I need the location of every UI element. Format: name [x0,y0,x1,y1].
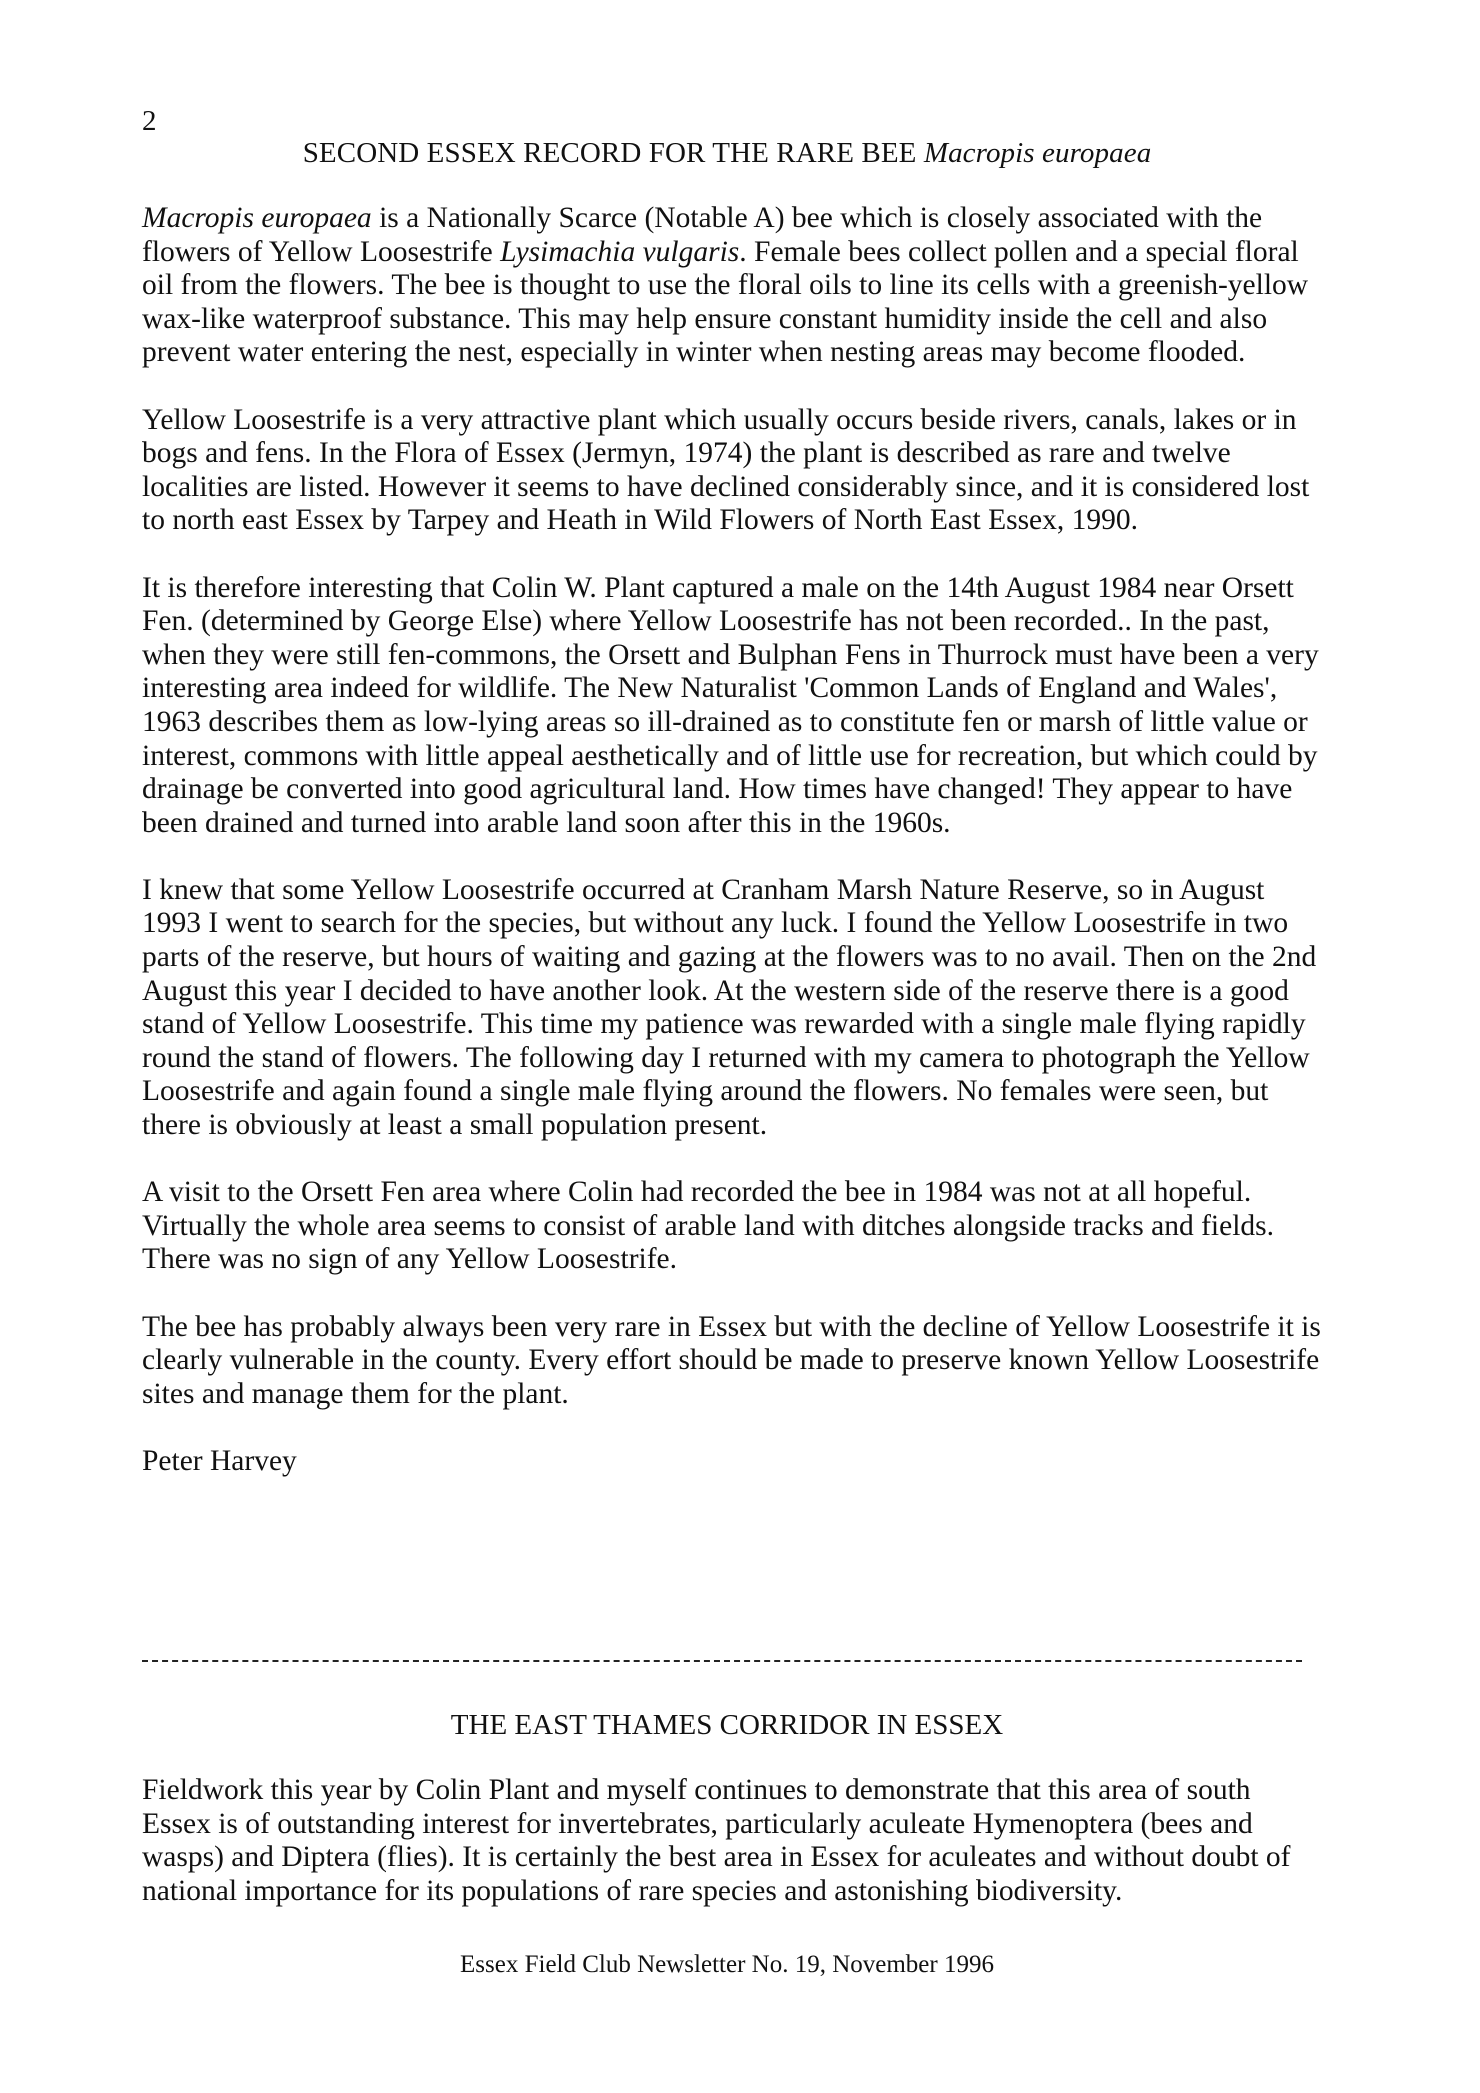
species-name: Macropis europaea [142,202,372,234]
article-paragraph-2: Yellow Loosestrife is a very attractive plant which usually occurs beside rivers, canals, lakes or in bogs and fens. In the Flora of Essex (Jermyn, 1974) the plant is described as rare and twelve localities are listed. However it seems to have declined considerably since, and it is considered lost to north east Essex by Tarpey and Heath in Wild Flowers of North East Essex, 1990. [142,403,1310,537]
author-signature: Peter Harvey [142,1444,297,1477]
section-divider [142,1660,1302,1662]
article-title-text: SECOND ESSEX RECORD FOR THE RARE BEE [302,137,924,169]
plant-name: Lysimachia vulgaris [500,235,740,268]
paragraph-text: . Female bees collect pollen and a special floral oil from the flowers. The bee is thought to use the floral oils to line its cells with a greenish-yellow wax-like waterproof substance. This may help ensure constant humidity inside the cell and also prevent water entering the nest, especially in winter when nesting areas may become flooded. [142,235,1309,369]
section-title: THE EAST THAMES CORRIDOR IN ESSEX [450,1709,1004,1741]
article-body [142,202,1322,1512]
article-paragraph-1 [142,202,1322,370]
page-footer: Essex Field Club Newsletter No. 19, November 1996 [460,1951,994,1978]
page-number: 2 [142,105,157,137]
section-paragraph-1: Fieldwork this year by Colin Plant and myself continues to demonstrate that this area of south Essex is of outstanding interest for invertebrates, particularly aculeate Hymenoptera (bees and wasps) and Diptera (flies). It is certainly the best area in Essex for aculeates and without doubt of national importance for its populations of rare species and astonishing biodiversity. [142,1774,1291,1907]
article-paragraph-3: It is therefore interesting that Colin W. Plant captured a male on the 14th August 1984 near Orsett Fen. (determined by George Else) where Yellow Loosestrife has not been recorded.. In the past, when they were still fen-commons, the Orsett and Bulphan Fens in Thurrock must have been a very interesting area indeed for wildlife. The New Naturalist 'Common Lands of England and Wales', 1963 describes them as low-lying areas so ill-drained as to constitute fen or marsh of little value or interest, commons with little appeal aesthetically and of little use for recreation, but which could by drainage be converted into good agricultural land. How times have changed! They appear to have been drained and turned into arable land soon after this in the 1960s. [142,571,1319,839]
article-paragraph-4: I knew that some Yellow Loosestrife occurred at Cranham Marsh Nature Reserve, so in August 1993 I went to search for the species, but without any luck. I found the Yellow Loosestrife in two parts of the reserve, but hours of waiting and gazing at the flowers was to no avail. Then on the 2nd August this year I decided to have another look. At the western side of the reserve there is a good stand of Yellow Loosestrife. This time my patience was rewarded with a single male flying rapidly round the stand of flowers. The following day I returned with my camera to photograph the Yellow Loosestrife and again found a single male flying around the flowers. No females were seen, but there is obviously at least a small population present. [142,873,1317,1142]
article-title [142,136,1312,170]
article-paragraph-6: The bee has probably always been very rare in Essex but with the decline of Yellow Loosestrife it is clearly vulnerable in the county. Every effort should be made to preserve known Yellow Loosestrife sites and manage them for the plant. [142,1310,1321,1410]
paragraph-text: is a Nationally Scarce (Notable A) bee which is closely associated with the flowers of Yellow Loosestrife [142,202,1263,268]
article-title-species: Macropis europaea [923,137,1152,169]
article-paragraph-5: A visit to the Orsett Fen area where Colin had recorded the bee in 1984 was not at all hopeful. Virtually the whole area seems to consist of arable land with ditches alongside tracks and fields. There was no sign of any Yellow Loosestrife. [142,1176,1275,1276]
